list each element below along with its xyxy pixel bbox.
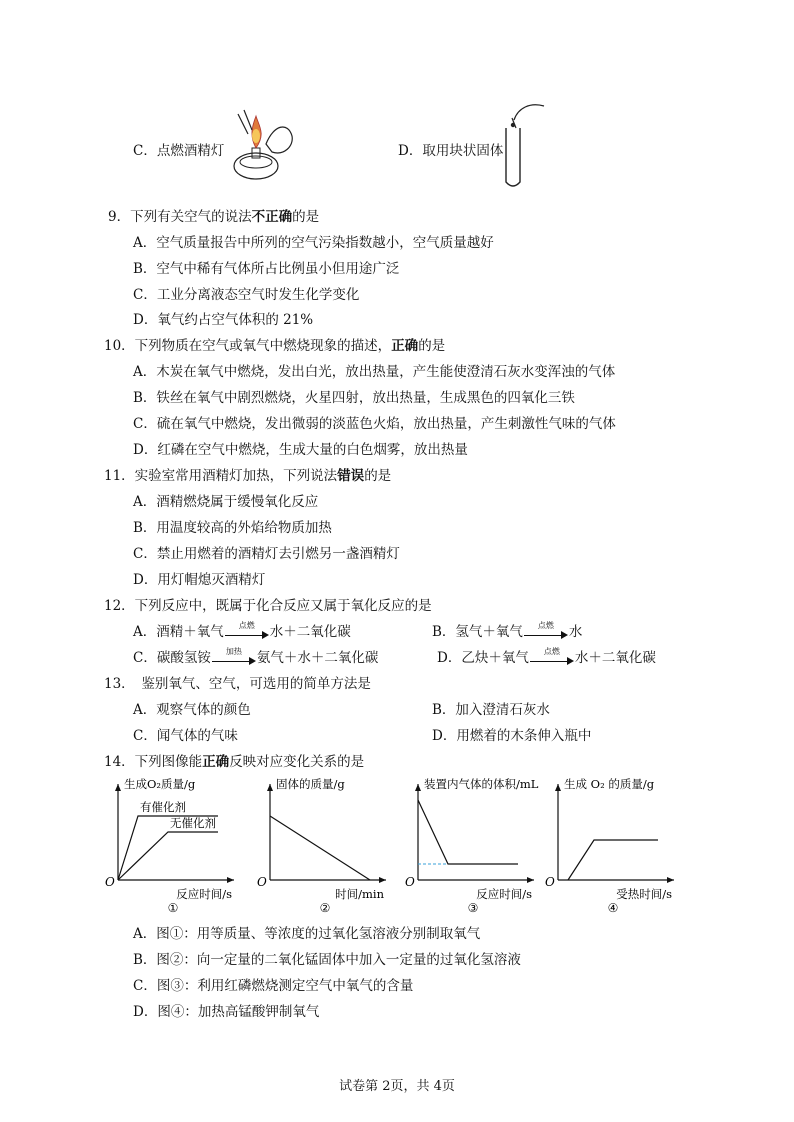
q13-option-d: D．用燃着的木条伸入瓶中 bbox=[432, 728, 592, 744]
q14-option-b: B．图②：向一定量的二氧化锰固体中加入一定量的过氧化氢溶液 bbox=[133, 952, 521, 968]
y-axis-arrow bbox=[115, 784, 121, 791]
q9-option-d: D．氧气约占空气体积的 21% bbox=[133, 312, 314, 328]
q12-option-c: C．碳酸氢铵 加热 氨气＋水＋二氧化碳 bbox=[133, 646, 379, 666]
graph-caption: ② bbox=[319, 901, 331, 915]
q12-option-d: D．乙炔＋氧气 点燃 水＋二氧化碳 bbox=[437, 646, 656, 666]
series-line bbox=[418, 800, 518, 864]
alcohol-lamp-illustration bbox=[226, 104, 298, 188]
x-axis-arrow bbox=[667, 877, 674, 883]
series-line bbox=[270, 816, 370, 880]
q13-option-c: C．闻气体的气味 bbox=[133, 728, 238, 744]
q11-option-c: C．禁止用燃着的酒精灯去引燃另一盏酒精灯 bbox=[133, 546, 400, 562]
graphs-panel bbox=[100, 772, 690, 917]
q10-option-d: D．红磷在空气中燃烧，生成大量的白色烟雾，放出热量 bbox=[133, 442, 468, 458]
origin-label: O bbox=[405, 875, 415, 889]
q13-option-b: B．加入澄清石灰水 bbox=[432, 702, 550, 718]
option-d-take-solid: D．取用块状固体 bbox=[398, 143, 504, 159]
question-11-stem: 11．实验室常用酒精灯加热，下列说法错误的是 bbox=[104, 468, 392, 484]
series-label: 有催化剂 bbox=[140, 800, 186, 814]
q11-option-b: B．用温度较高的外焰给物质加热 bbox=[133, 520, 332, 536]
series-label: 无催化剂 bbox=[170, 816, 216, 830]
page-footer: 试卷第 2页，共 4页 bbox=[339, 1079, 455, 1094]
q14-option-d: D．图④：加热高锰酸钾制氧气 bbox=[133, 1004, 320, 1020]
graph-3 bbox=[405, 777, 539, 915]
option-c-light-lamp: C．点燃酒精灯 bbox=[133, 143, 225, 159]
x-axis-arrow bbox=[527, 877, 534, 883]
q11-option-a: A．酒精燃烧属于缓慢氧化反应 bbox=[133, 494, 319, 510]
q10-option-b: B．铁丝在氧气中剧烈燃烧，火星四射，放出热量，生成黑色的四氧化三铁 bbox=[133, 390, 575, 406]
x-axis-label: 受热时间/s bbox=[616, 887, 672, 901]
question-10-stem: 10．下列物质在空气或氧气中燃烧现象的描述，正确的是 bbox=[104, 338, 446, 354]
q12-option-b: B．氢气＋氧气 点燃 水 bbox=[432, 620, 583, 640]
graph-4 bbox=[545, 777, 674, 915]
y-axis-label: 生成 O₂ 的质量/g bbox=[564, 777, 655, 791]
x-axis-label: 反应时间/s bbox=[176, 887, 232, 901]
origin-label: O bbox=[257, 875, 267, 889]
y-axis-arrow bbox=[415, 784, 421, 791]
series-line bbox=[568, 840, 658, 880]
x-axis-label: 反应时间/s bbox=[476, 887, 532, 901]
q10-option-c: C．硫在氧气中燃烧，发出微弱的淡蓝色火焰，放出热量，产生刺激性气味的气体 bbox=[133, 416, 616, 432]
origin-label: O bbox=[105, 875, 115, 889]
question-12-stem: 12．下列反应中，既属于化合反应又属于氧化反应的是 bbox=[104, 598, 432, 614]
question-9-stem: 9．下列有关空气的说法不正确的是 bbox=[108, 209, 320, 225]
graph-1 bbox=[105, 777, 234, 915]
q14-option-a: A．图①：用等质量、等浓度的过氧化氢溶液分别制取氧气 bbox=[133, 926, 481, 942]
q9-option-a: A．空气质量报告中所列的空气污染指数越小，空气质量越好 bbox=[133, 235, 494, 251]
graph-2 bbox=[257, 777, 386, 915]
q12-option-a: A．酒精＋氧气 点燃 水＋二氧化碳 bbox=[133, 620, 351, 640]
graph-caption: ① bbox=[167, 901, 179, 915]
x-axis-arrow bbox=[227, 877, 234, 883]
q14-option-c: C．图③：利用红磷燃烧测定空气中氧气的含量 bbox=[133, 978, 414, 994]
series-line bbox=[118, 832, 218, 880]
y-axis-label: 装置内气体的体积/mL bbox=[424, 777, 539, 791]
x-axis-arrow bbox=[379, 877, 386, 883]
question-14-stem: 14．下列图像能正确反映对应变化关系的是 bbox=[104, 754, 365, 770]
question-13-stem: 13． 鉴别氧气、空气，可选用的简单方法是 bbox=[104, 676, 371, 692]
q9-option-b: B．空气中稀有气体所占比例虽小但用途广泛 bbox=[133, 261, 400, 277]
graph-caption: ④ bbox=[607, 901, 619, 915]
test-tube-illustration bbox=[500, 98, 550, 192]
y-axis-label: 固体的质量/g bbox=[276, 777, 345, 791]
y-axis-arrow bbox=[267, 784, 273, 791]
x-axis-label: 时间/min bbox=[335, 887, 384, 901]
q11-option-d: D．用灯帽熄灭酒精灯 bbox=[133, 572, 266, 588]
graph-caption: ③ bbox=[467, 901, 479, 915]
origin-label: O bbox=[545, 875, 555, 889]
q10-option-a: A．木炭在氧气中燃烧，发出白光，放出热量，产生能使澄清石灰水变浑浊的气体 bbox=[133, 364, 616, 380]
q9-option-c: C．工业分离液态空气时发生化学变化 bbox=[133, 287, 360, 303]
y-axis-label: 生成O₂质量/g bbox=[124, 777, 196, 791]
y-axis-arrow bbox=[555, 784, 561, 791]
q13-option-a: A．观察气体的颜色 bbox=[133, 702, 251, 718]
